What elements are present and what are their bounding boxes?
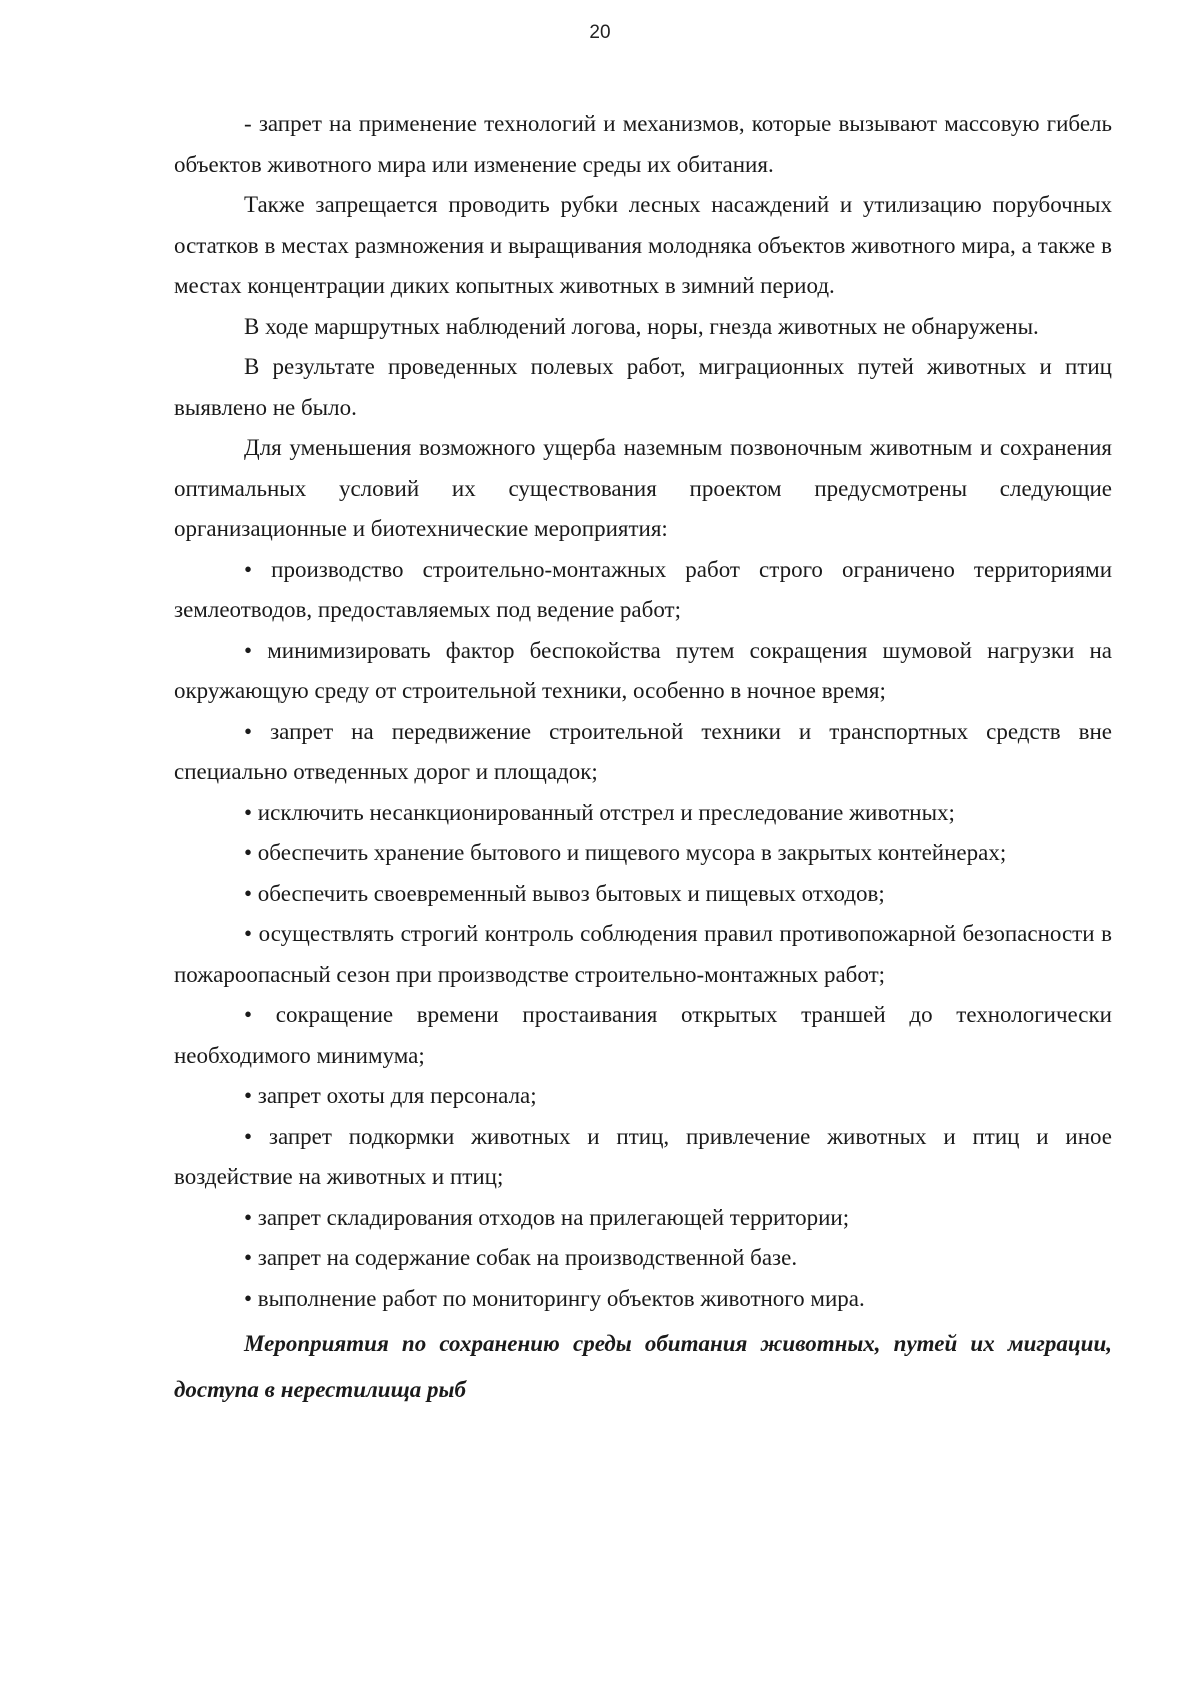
list-item: • производство строительно-монтажных работ строго ограничено территориями землеотводов, предоставляемых под ведение работ; [174, 556, 1112, 622]
list-item: • выполнение работ по мониторингу объектов животного мира. [244, 1285, 865, 1311]
list-item: • запрет подкормки животных и птиц, привлечение животных и птиц и иное воздействие на животных и птиц; [174, 1123, 1112, 1189]
paragraph-ban-technologies: - запрет на применение технологий и механизмов, которые вызывают массовую гибель объектов животного мира или изменение среды их обитания. [174, 111, 1112, 177]
list-item: • обеспечить своевременный вывоз бытовых и пищевых отходов; [244, 880, 885, 906]
section-heading: Мероприятия по сохранению среды обитания животных, путей их миграции, доступа в нерестилища рыб [174, 1331, 1112, 1402]
paragraph-route-observations: В ходе маршрутных наблюдений логова, норы, гнезда животных не обнаружены. [244, 313, 1039, 339]
page-number: 20 [589, 22, 611, 43]
list-item: • обеспечить хранение бытового и пищевого мусора в закрытых контейнерах; [244, 840, 1007, 865]
list-item: • запрет на передвижение строительной техники и транспортных средств вне специально отведенных дорог и площадок; [174, 718, 1112, 784]
list-item: • минимизировать фактор беспокойства путем сокращения шумовой нагрузки на окружающую среду от строительной техники, особенно в ночное время; [174, 637, 1112, 703]
list-item: • исключить несанкционированный отстрел и преследование животных; [244, 799, 955, 825]
paragraph-field-work-results: В результате проведенных полевых работ, миграционных путей животных и птиц выявлено не было. [174, 354, 1112, 420]
list-item: • осуществлять строгий контроль соблюдения правил противопожарной безопасности в пожароопасный сезон при производстве строительно-монтажных работ; [174, 921, 1112, 987]
list-item: • запрет складирования отходов на прилегающей территории; [244, 1204, 850, 1230]
paragraph-logging-ban: Также запрещается проводить рубки лесных насаждений и утилизацию порубочных остатков в местах размножения и выращивания молодняка объектов животного мира, а также в местах концентрации диких копытных животных в зимний период. [174, 192, 1112, 298]
list-item: • сокращение времени простаивания открытых траншей до технологически необходимого минимума; [174, 1002, 1112, 1068]
list-item: • запрет охоты для персонала; [244, 1083, 537, 1108]
document-body [174, 104, 1112, 1413]
list-item: • запрет на содержание собак на производственной базе. [244, 1245, 798, 1270]
paragraph-measures-intro: Для уменьшения возможного ущерба наземным позвоночным животным и сохранения оптимальных условий их существования проектом предусмотрены следующие организационные и биотехнические мероприятия: [174, 435, 1112, 541]
